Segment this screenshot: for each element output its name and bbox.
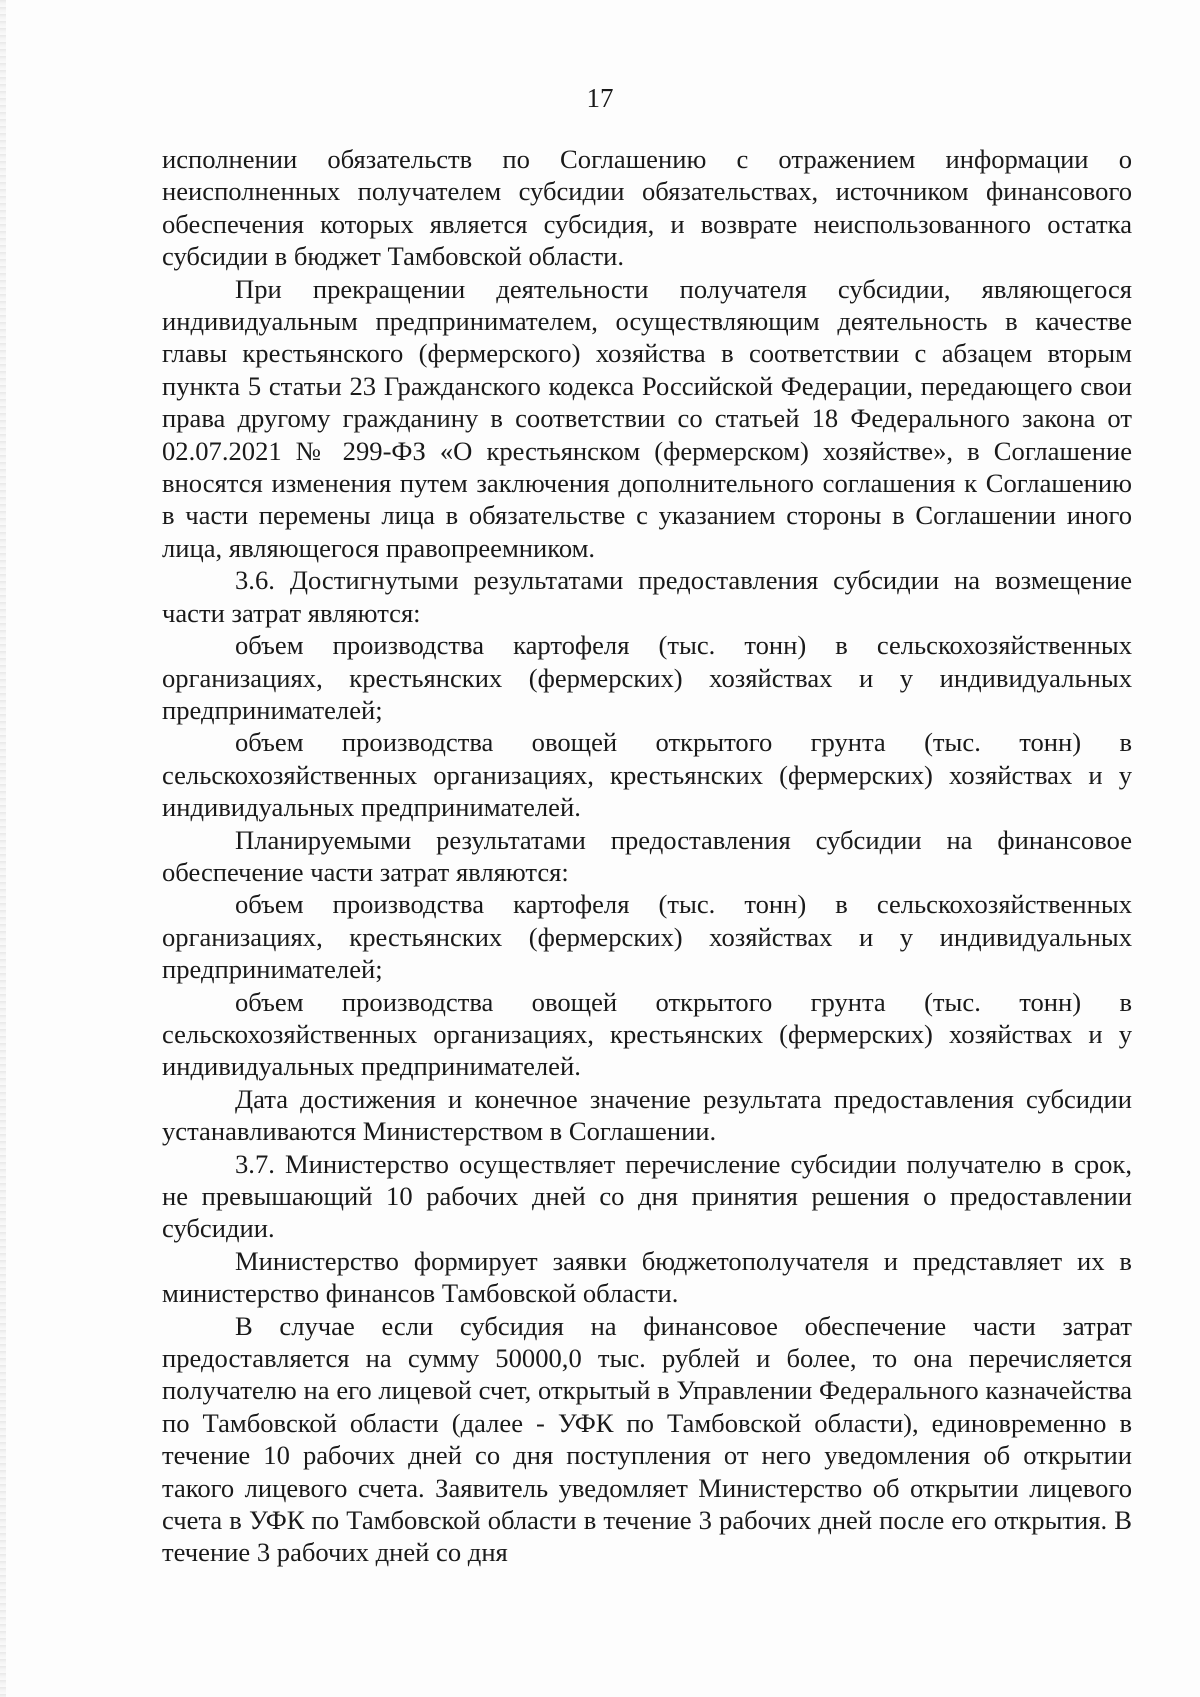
paragraph-achievement-date: Дата достижения и конечное значение результата предоставления субсидии устанавливаются Министерством в Соглашении.: [162, 1083, 1132, 1147]
page-number: 17: [586, 83, 614, 113]
paragraph-large-subsidy-transfer: В случае если субсидия на финансовое обеспечение части затрат предоставляется на сумму 50000,0 тыс. рублей и более, то она перечисляется получателю на его лицевой счет, открытый в Управлении Федерального казначейства по Тамбовской области (далее - УФК по Тамбовской области), единовременно в течение 10 рабочих дней со дня поступления от него уведомления об открытии такого лицевого счета. Заявитель уведомляет Министерство об открытии лицевого счета в УФК по Тамбовской области в течение 3 рабочих дней после его открытия. В течение 3 рабочих дней со дня: [162, 1310, 1132, 1568]
paragraph-vegetables-volume-planned: объем производства овощей открытого грунта (тыс. тонн) в сельскохозяйственных организациях, крестьянских (фермерских) хозяйствах и у индивидуальных предпринимателей.: [162, 986, 1132, 1082]
paragraph-budget-requests: Министерство формирует заявки бюджетополучателя и представляет их в министерство финансов Тамбовской области.: [162, 1245, 1132, 1309]
document-body: [162, 143, 1132, 1569]
scan-edge-shadow: [0, 0, 6, 1697]
paragraph-planned-results: Планируемыми результатами предоставления субсидии на финансовое обеспечение части затрат являются:: [162, 824, 1132, 887]
paragraph-obligations-continuation: исполнении обязательств по Соглашению с отражением информации о неисполненных получателем субсидии обязательствах, источником финансового обеспечения которых является субсидия, и возврате неиспользованного остатка субсидии в бюджет Тамбовской области.: [162, 144, 1132, 272]
paragraph-potato-volume-planned: объем производства картофеля (тыс. тонн) в сельскохозяйственных организациях, крестьянских (фермерских) хозяйствах и у индивидуальных предпринимателей;: [162, 889, 1132, 985]
paragraph-termination-of-activity: При прекращении деятельности получателя субсидии, являющегося индивидуальным предпринимателем, осуществляющим деятельность в качестве главы крестьянского (фермерского) хозяйства в соответствии с абзацем вторым пункта 5 статьи 23 Гражданского кодекса Российской Федерации, передающего свои права другому гражданину в соответствии со статьей 18 Федерального закона от 02.07.2021 № 299-ФЗ «О крестьянском (фермерском) хозяйстве», в Соглашение вносятся изменения путем заключения дополнительного соглашения к Соглашению в части перемены лица в обязательстве с указанием стороны в Соглашении иного лица, являющегося правопреемником.: [162, 273, 1132, 563]
paragraph-3-7-transfer-term: 3.7. Министерство осуществляет перечисление субсидии получателю в срок, не превышающий 10 рабочих дней со дня принятия решения о предоставлении субсидии.: [162, 1148, 1132, 1244]
paragraph-3-6-achieved-results: 3.6. Достигнутыми результатами предоставления субсидии на возмещение части затрат являются:: [162, 565, 1132, 628]
paragraph-potato-volume-achieved: объем производства картофеля (тыс. тонн) в сельскохозяйственных организациях, крестьянских (фермерских) хозяйствах и у индивидуальных предпринимателей;: [162, 630, 1132, 725]
paragraph-vegetables-volume-achieved: объем производства овощей открытого грунта (тыс. тонн) в сельскохозяйственных организациях, крестьянских (фермерских) хозяйствах и у индивидуальных предпринимателей.: [162, 727, 1132, 823]
